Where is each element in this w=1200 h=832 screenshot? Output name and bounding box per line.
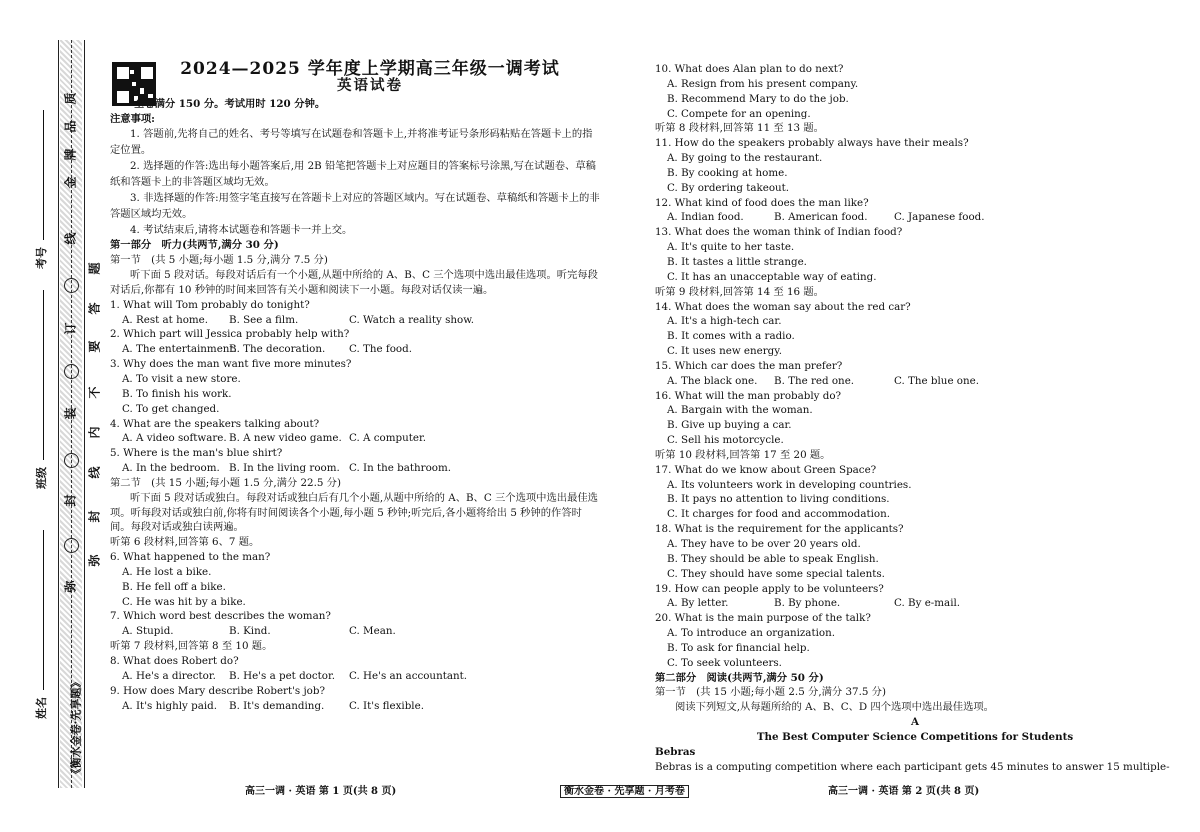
inner-char-5: 内: [87, 426, 102, 439]
answer-option: C. To seek volunteers.: [667, 656, 782, 669]
question-stem: 10. What does Alan plan to do next?: [655, 63, 844, 75]
answer-option: B. He's a pet doctor.: [229, 669, 336, 682]
question-stem: 1. What will Tom probably do tonight?: [110, 298, 310, 311]
answer-option: B. By cooking at home.: [667, 166, 788, 179]
footer-right: 高三一调 · 英语 第 2 页(共 8 页): [828, 786, 980, 797]
answer-option: B. To finish his work.: [122, 387, 232, 400]
answer-option: C. By e-mail.: [894, 597, 961, 610]
seal-hole-3: [64, 453, 79, 468]
part1-sec2-intro: 听下面 5 段对话或独白。每段对话或独白后有几个小题,从题中所给的 A、B、C 三个选项中选出最佳选项。听每段对话或独白前,你将有时间阅读各个小题,每小题 5 秒钟;听完后,各小题将给出 5 秒钟的作答时间。每段对话或独白读两遍。: [110, 491, 598, 534]
answer-option: C. It has an unacceptable way of eating.: [667, 270, 877, 283]
question-stem: 20. What is the main purpose of the talk?: [655, 612, 871, 625]
answer-option: C. He's an accountant.: [349, 669, 468, 682]
seal-hole-4: [64, 538, 79, 553]
question-stem: 5. Where is the man's blue shirt?: [110, 447, 283, 460]
right-column: [655, 62, 1175, 775]
seal-hole-2: [64, 364, 79, 379]
answer-option: B. It comes with a radio.: [667, 330, 795, 343]
answer-option: B. It's demanding.: [229, 699, 325, 712]
answer-option: A. He's a director.: [122, 669, 216, 682]
seal-hole-1: [64, 278, 79, 293]
question-stem: 15. Which car does the man prefer?: [655, 359, 843, 372]
option-row: [110, 669, 600, 684]
question-stem: 6. What happened to the man?: [110, 551, 271, 564]
answer-option: B. Recommend Mary to do the job.: [667, 92, 849, 105]
answer-option: C. It charges for food and accommodation.: [667, 508, 891, 521]
answer-option: A. Its volunteers work in developing countries.: [667, 478, 912, 491]
answer-option: C. By ordering takeout.: [667, 181, 790, 194]
option-row: [655, 596, 1175, 611]
part1-sec2-heading: 第二节 (共 15 小题;每小题 1.5 分,满分 22.5 分): [110, 476, 341, 489]
notes-heading: 注意事项:: [110, 112, 155, 125]
seal-char-4: 封: [63, 494, 78, 507]
part2-heading: 第二部分 阅读(共两节,满分 50 分): [655, 671, 824, 684]
answer-option: A. A video software.: [122, 432, 227, 445]
answer-option: A. Stupid.: [122, 625, 174, 638]
answer-option: B. By phone.: [774, 597, 841, 610]
answer-option: A. It's highly paid.: [122, 699, 217, 712]
answer-option: B. Give up buying a car.: [667, 419, 792, 432]
question-stem: 4. What are the speakers talking about?: [110, 417, 320, 430]
question-stem: 12. What kind of food does the man like?: [655, 196, 869, 209]
inner-char-2: 答: [87, 302, 102, 315]
option-row: [110, 699, 600, 714]
part1-sec1-intro: 听下面 5 段对话。每段对话后有一个小题,从题中所给的 A、B、C 三个选项中选出最佳选项。听完每段对话后,你都有 10 秒钟的时间来回答有关小题和阅读下一小题。每段对话仅读一遍。: [110, 269, 598, 296]
material-9-heading: 听第 9 段材料,回答第 14 至 16 题。: [655, 285, 824, 298]
answer-option: B. In the living room.: [229, 462, 340, 475]
questions-8-9: [110, 654, 600, 713]
passage-title: The Best Computer Science Competitions for Students: [756, 730, 1074, 743]
answer-option: C. A computer.: [349, 432, 427, 445]
question-stem: 7. Which word best describes the woman?: [110, 610, 331, 623]
answer-option: B. It tastes a little strange.: [667, 255, 807, 268]
answer-option: C. They should have some special talents.: [667, 567, 885, 580]
binding-line-outer: [58, 40, 59, 788]
exam-title: 2024—2025 学年度上学期高三年级一调考试: [180, 59, 560, 79]
answer-option: C. He was hit by a bike.: [122, 595, 246, 608]
score-line: 全卷满分 150 分。考试用时 120 分钟。: [134, 97, 326, 110]
answer-option: B. A new video game.: [229, 432, 342, 445]
question-10: [655, 62, 1175, 121]
passage-subtitle: Bebras: [655, 745, 696, 758]
answer-option: A. By letter.: [667, 597, 729, 610]
question-stem: 14. What does the woman say about the red car?: [655, 300, 911, 313]
inner-char-4: 不: [87, 386, 102, 399]
part2-sec1-intro: 阅读下列短文,从每题所给的 A、B、C、D 四个选项中选出最佳选项。: [675, 701, 994, 714]
answer-option: B. It pays no attention to living conditions.: [667, 493, 890, 506]
footer-center-text: 衡水金卷 · 先享题 · 月考卷: [560, 785, 689, 798]
answer-option: C. The food.: [349, 343, 412, 356]
answer-option: C. To get changed.: [122, 402, 220, 415]
option-row: [110, 461, 600, 476]
answer-option: A. In the bedroom.: [122, 462, 220, 475]
answer-option: A. They have to be over 20 years old.: [667, 538, 861, 550]
material-10-heading: 听第 10 段材料,回答第 17 至 20 题。: [655, 448, 831, 461]
left-column: [110, 59, 600, 713]
inner-char-1: 题: [87, 262, 102, 275]
questions-17-20: [655, 463, 1175, 671]
answer-option: B. They should be able to speak English.: [667, 552, 879, 565]
answer-option: A. It's quite to her taste.: [667, 241, 795, 254]
label-name: 姓名: [35, 697, 48, 719]
footer-left: 高三一调 · 英语 第 1 页(共 8 页): [245, 786, 397, 797]
questions-1-5: [110, 298, 600, 476]
question-stem: 3. Why does the man want five more minutes?: [110, 358, 352, 371]
inner-char-3: 要: [87, 340, 102, 353]
exam-subtitle: 英语试卷: [337, 76, 403, 94]
answer-option: A. Bargain with the woman.: [667, 404, 813, 417]
passage-label: A: [911, 716, 919, 729]
question-stem: 17. What do we know about Green Space?: [655, 463, 877, 476]
answer-option: A. Rest at home.: [122, 313, 209, 326]
material-8-heading: 听第 8 段材料,回答第 11 至 13 题。: [655, 122, 824, 135]
answer-option: B. The red one.: [774, 374, 855, 387]
answer-option: C. Watch a reality show.: [349, 313, 475, 326]
material-6-heading: 听第 6 段材料,回答第 6、7 题。: [110, 536, 260, 549]
part1-sec1-heading: 第一节 (共 5 小题;每小题 1.5 分,满分 7.5 分): [110, 254, 328, 267]
answer-option: C. Compete for an opening.: [667, 107, 811, 120]
note-1: 1. 答题前,先将自己的姓名、考号等填写在试题卷和答题卡上,并将准考证号条形码粘贴在答题卡上的指定位置。: [110, 128, 593, 157]
question-stem: 9. How does Mary describe Robert's job?: [110, 684, 325, 697]
answer-option: B. To ask for financial help.: [667, 641, 810, 654]
part1-heading: 第一部分 听力(共两节,满分 30 分): [110, 239, 279, 252]
label-exam-number: 考号: [35, 247, 48, 269]
answer-option: B. He fell off a bike.: [122, 580, 226, 593]
answer-option: A. It's a high-tech car.: [667, 315, 782, 328]
option-row: [110, 313, 600, 328]
option-row: [110, 431, 600, 446]
option-row: [110, 624, 600, 639]
answer-option: A. He lost a bike.: [122, 565, 212, 578]
questions-14-16: [655, 300, 1175, 448]
option-row: [655, 374, 1175, 389]
question-stem: 19. How can people apply to be volunteers?: [655, 582, 884, 595]
answer-option: C. It's flexible.: [349, 699, 424, 712]
question-stem: 13. What does the woman think of Indian food?: [655, 226, 903, 239]
answer-option: A. By going to the restaurant.: [667, 152, 823, 165]
exam-number-fill-line: [43, 110, 44, 240]
part2-sec1-heading: 第一节 (共 15 小题;每小题 2.5 分,满分 37.5 分): [655, 686, 886, 699]
answer-option: A. The entertainment.: [122, 343, 237, 356]
option-row: [655, 210, 1175, 225]
answer-option: A. To introduce an organization.: [667, 627, 835, 640]
seal-char-1: 线: [63, 232, 78, 245]
binding-line-inner: [84, 40, 85, 788]
label-class: 班级: [35, 467, 48, 489]
note-3: 3. 非选择题的作答:用签字笔直接写在答题卡上对应的答题区域内。写在试题卷、草稿纸和答题卡上的非答题区域均无效。: [110, 192, 600, 221]
inner-char-6: 线: [87, 466, 102, 479]
question-stem: 2. Which part will Jessica probably help with?: [110, 328, 350, 341]
answer-option: C. The blue one.: [894, 374, 980, 387]
answer-option: A. The black one.: [667, 374, 758, 387]
answer-option: C. Sell his motorcycle.: [667, 434, 784, 447]
question-stem: 18. What is the requirement for the applicants?: [655, 523, 904, 536]
questions-6-7: [110, 550, 600, 639]
seal-char-5: 弥: [63, 580, 78, 593]
material-7-heading: 听第 7 段材料,回答第 8 至 10 题。: [110, 640, 273, 653]
brand-char-4: 金: [63, 176, 78, 189]
note-4: 4. 考试结束后,请将本试题卷和答题卡一并上交。: [130, 224, 353, 237]
brand-char-3: 牌: [63, 148, 78, 161]
binding-strip: [0, 0, 100, 800]
option-row: [110, 342, 600, 357]
question-stem: 8. What does Robert do?: [110, 655, 239, 667]
passage-first-line: Bebras is a computing competition where each participant gets 45 minutes to answer 15 multiple-: [655, 760, 1170, 773]
brand-char-1: 质: [63, 92, 78, 105]
note-2: 2. 选择题的作答:选出每小题答案后,用 2B 铅笔把答题卡上对应题目的答案标号涂黑,写在试题卷、草稿纸和答题卡上的非答题区域均无效。: [110, 160, 596, 189]
seal-char-2: 订: [63, 322, 78, 335]
brand-char-2: 品: [63, 120, 78, 133]
answer-option: A. Indian food.: [667, 211, 744, 224]
name-fill-line: [43, 530, 44, 690]
answer-option: C. In the bathroom.: [349, 462, 452, 475]
inner-char-8: 弥: [87, 554, 102, 567]
question-stem: 16. What will the man probably do?: [655, 389, 842, 402]
question-stem: 11. How do the speakers probably always have their meals?: [655, 137, 969, 150]
answer-option: A. Resign from his present company.: [667, 77, 859, 90]
answer-option: B. See a film.: [229, 313, 299, 326]
answer-option: A. To visit a new store.: [122, 372, 241, 385]
brand-bottom: 《衡水金卷·先享题》: [69, 676, 83, 780]
footer-center: [560, 782, 689, 797]
questions-11-13: [655, 136, 1175, 284]
answer-option: B. The decoration.: [229, 343, 326, 356]
answer-option: C. Mean.: [349, 625, 396, 638]
inner-char-7: 封: [87, 510, 102, 523]
seal-char-3: 装: [63, 407, 78, 420]
answer-option: C. It uses new energy.: [667, 345, 782, 358]
answer-option: B. Kind.: [229, 625, 271, 638]
answer-option: B. American food.: [774, 211, 868, 224]
answer-option: C. Japanese food.: [894, 211, 985, 224]
class-fill-line: [43, 290, 44, 460]
